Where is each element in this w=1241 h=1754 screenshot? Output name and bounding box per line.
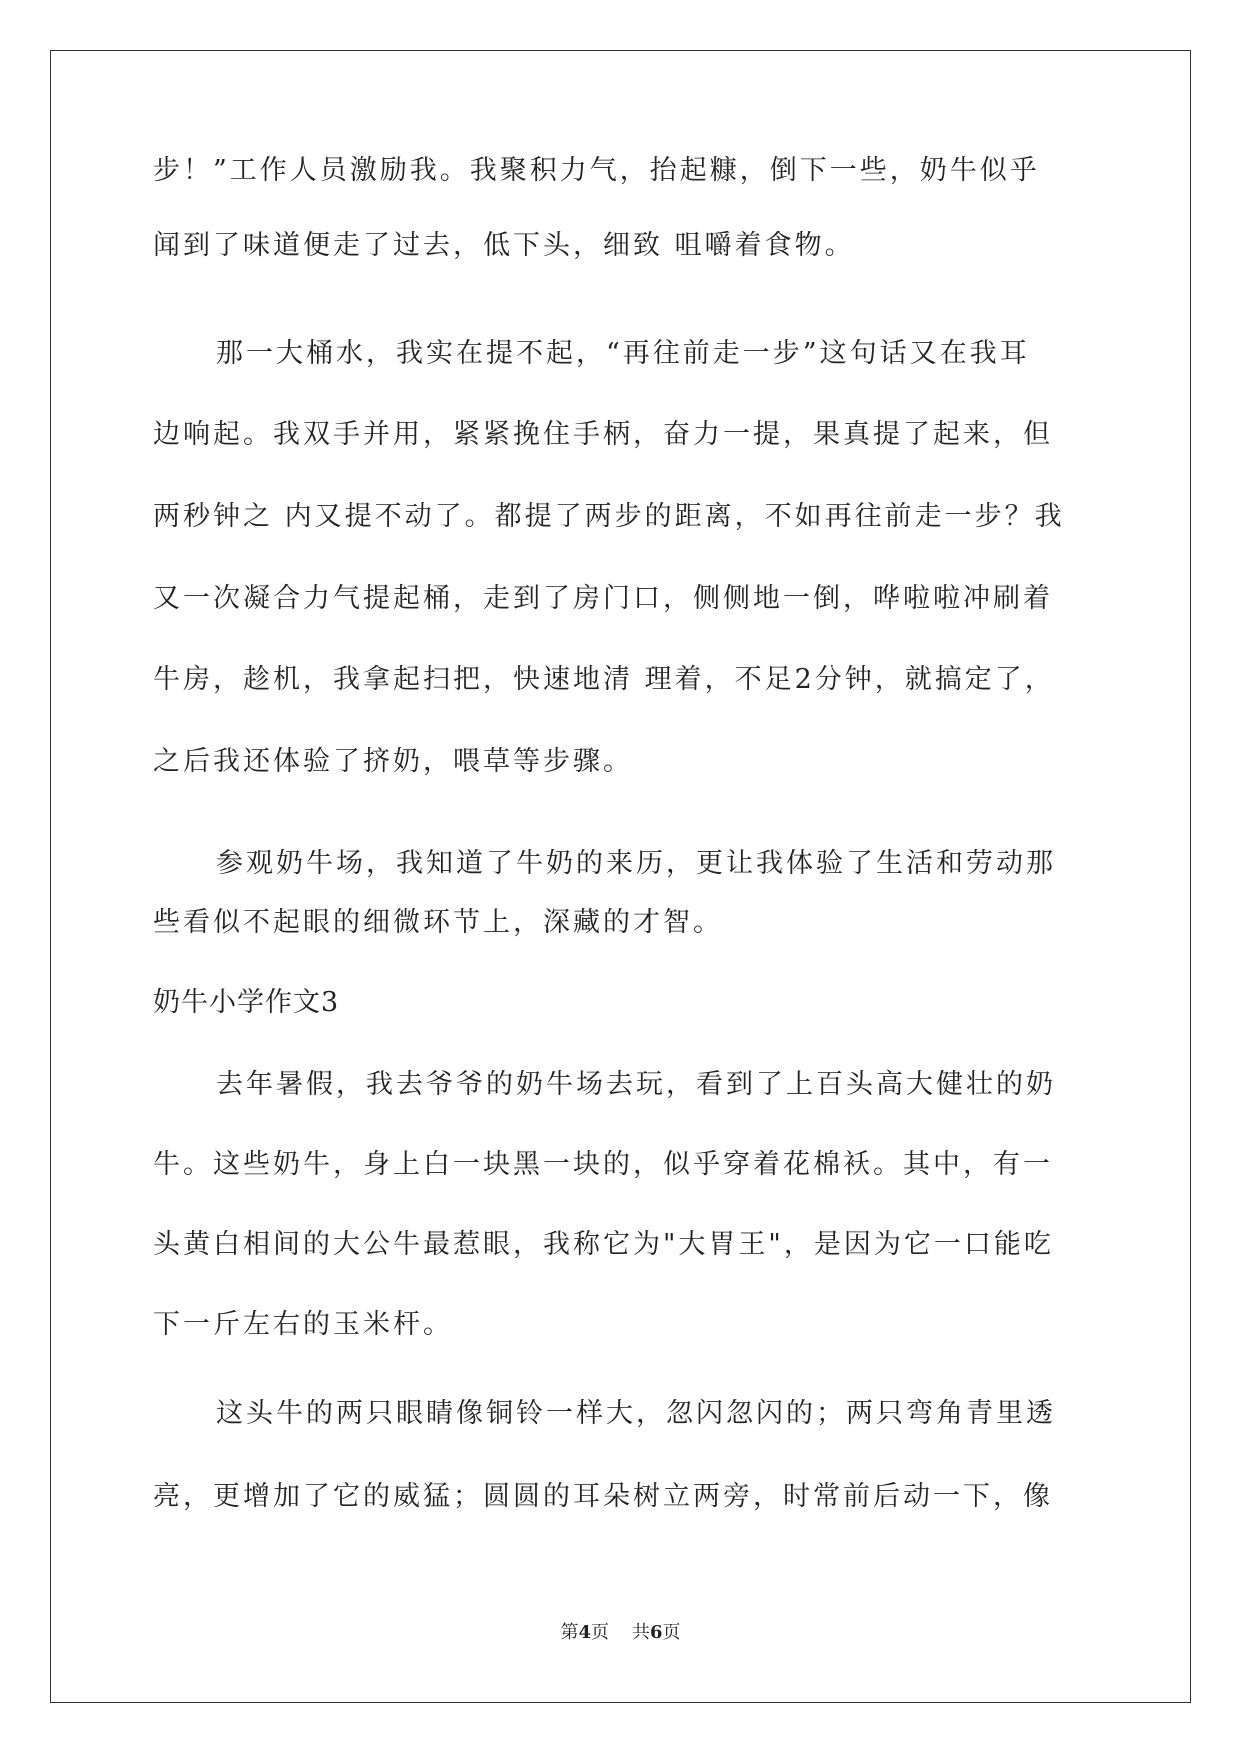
text-line: 下一斤左右的玉米杆。 xyxy=(153,1309,453,1340)
text-line: 步！”工作人员激励我。我聚积力气，抬起糠，倒下一些，奶牛似乎 xyxy=(153,155,1040,186)
text-line: 头黄白相间的大公牛最惹眼，我称它为"大胃王"，是因为它一口能吃 xyxy=(153,1229,1054,1260)
text-line: 些看似不起眼的细微环节上，深藏的才智。 xyxy=(153,907,723,938)
footer-total-prefix: 共 xyxy=(631,1622,650,1643)
footer-page-number: 4 xyxy=(578,1622,592,1643)
section-heading: 奶牛小学作文3 xyxy=(153,987,340,1018)
footer-total-pages: 6 xyxy=(649,1622,663,1643)
text-line: 闻到了味道便走了过去，低下头，细致 咀嚼着食物。 xyxy=(153,230,855,261)
text-line: 那一大桶水，我实在提不起，“再往前走一步”这句话又在我耳 xyxy=(216,338,1030,369)
text-line: 去年暑假，我去爷爷的奶牛场去玩，看到了上百头高大健壮的奶 xyxy=(216,1069,1056,1100)
text-line: 牛。这些奶牛，身上白一块黑一块的，似乎穿着花棉袄。其中，有一 xyxy=(153,1149,1053,1180)
footer-page-prefix: 第 xyxy=(560,1622,579,1643)
text-line: 亮，更增加了它的威猛；圆圆的耳朵树立两旁，时常前后动一下，像 xyxy=(153,1481,1053,1512)
text-line: 之后我还体验了挤奶，喂草等步骤。 xyxy=(153,746,633,777)
text-line: 两秒钟之 内又提不动了。都提了两步的距离，不如再往前走一步？我 xyxy=(153,501,1065,532)
text-line: 边响起。我双手并用，紧紧挽住手柄，奋力一提，果真提了起来，但 xyxy=(153,419,1053,450)
text-line: 又一次凝合力气提起桶，走到了房门口，侧侧地一倒，哗啦啦冲刷着 xyxy=(153,583,1053,614)
footer-page-suffix: 页 xyxy=(591,1622,610,1643)
text-line: 参观奶牛场，我知道了牛奶的来历，更让我体验了生活和劳动那 xyxy=(216,848,1056,879)
text-line: 牛房，趁机，我拿起扫把，快速地清 理着，不足2分钟，就搞定了， xyxy=(153,664,1055,695)
page-footer xyxy=(0,1622,1241,1644)
footer-total-suffix: 页 xyxy=(662,1622,681,1643)
text-line: 这头牛的两只眼睛像铜铃一样大，忽闪忽闪的；两只弯角青里透 xyxy=(216,1398,1056,1429)
